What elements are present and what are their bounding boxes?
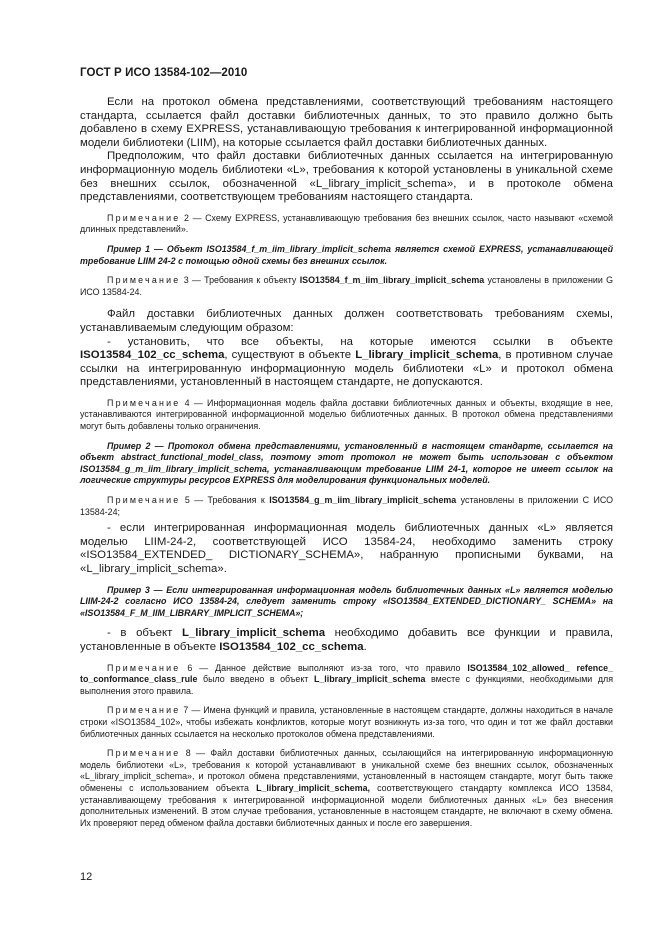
paragraph-3: Файл доставки библиотечных данных должен соответствовать требованиям схемы, устанавливаемым следующим образом: xyxy=(80,308,613,334)
note-2: Примечание 2 — Схему EXPRESS, устанавливающую требования без внешних ссылок, часто называют «схемой длинных представлений». xyxy=(80,212,613,235)
note-3: Примечание 3 — Требования к объекту ISO13584_f_m_iim_library_implicit_schema установлены в приложении G ИСО 13584-24. xyxy=(80,275,614,297)
note-5: Примечание 5 — Требования к ISO13584_g_m_iim_library_implicit_schema установлены в приложении С ИСО 13584-24; xyxy=(80,495,613,517)
note-label: Примечание xyxy=(107,662,181,673)
note-6: Примечание 6 — Данное действие выполняют из-за того, что правило ISO13584_102_allowed_ refence_ to_conformance_class_rule было введено в объект L_library_implicit_schema вместе с функциями, необходимыми для выполнения этого правила. xyxy=(80,662,614,696)
note-label: Примечание xyxy=(107,212,181,223)
note-label: Примечание xyxy=(107,748,181,759)
list-item-2: - если интегрированная информационная модель библиотечных данных «L» является моделью LIIM-24-2, соответствующей ИСО 13584-24, необходимо заменить строку «ISO13584_EXTENDED_ DICTIONARY_SCHEMA», набранную прописными буквами, на «L_library_implicit_schema». xyxy=(80,522,613,575)
page-number: 12 xyxy=(80,871,93,883)
document-header: ГОСТ Р ИСО 13584-102—2010 xyxy=(80,67,248,79)
example-1: Пример 1 — Объект ISO13584_f_m_iim_library_implicit_schema является схемой EXPRESS, устанавливающей требование LIIM 24-2 с помощью одной схемы без внешних ссылок. xyxy=(80,243,613,266)
example-3: Пример 3 — Если интегрированная информационная модель библиотечных данных «L» является моделью LIIM-24-2 согласно ИСО 13584-24, следует заменить строку «ISO13584_EXTENDED_DICTIONARY_ SCHEMA» на «ISO13584_F_M_IIM_LIBRARY_IMPLICIT_SCHEMA»; xyxy=(80,584,613,618)
list-item-3: - в объект L_library_implicit_schema необходимо добавить все функции и правила, установленные в объекте ISO13584_102_cc_schema. xyxy=(80,627,613,653)
note-label: Примечание xyxy=(107,397,181,408)
note-7: Примечание 7 — Имена функций и правила, установленные в настоящем стандарте, должны находиться в начале строки «ISO13584_102», чтобы избежать конфликтов, которые могут возникнуть из-за того, что один и тот же файл доставки библиотечных данных ссылается на несколько протоколов обмена представлениями. xyxy=(80,705,613,739)
paragraph-1: Если на протокол обмена представлениями, соответствующий требованиям настоящего стандарта, ссылается файл доставки библиотечных данных, то это правило должно быть добавлено в схему EXPRESS, устанавливающую требования к интегрированной информационной модели библиотеки (LIIM), на которые ссылается файл доставки библиотечных данных. xyxy=(80,96,613,149)
note-label: Примечание xyxy=(107,705,181,716)
paragraph-2: Предположим, что файл доставки библиотечных данных ссылается на интегрированную информационную модель библиотеки «L», требования к которой установлены в уникальной схеме без внешних ссылок, обозначенной «L_library_implicit_schema», и в протоколе обмена представлениями, соответствующем требованиям настоящего стандарта. xyxy=(80,150,613,204)
note-8: Примечание 8 — Файл доставки библиотечных данных, ссылающийся на интегрированную информационную модель библиотеки «L», требования к которой устанавливают в уникальной схеме без внешних ссылок, обозначенных «L_library_implicit_schema», и протокол обмена представлениями, установленный в настоящем стандарте, могут быть также обменены с использованием объекта L_library_implicit_schema, соответствующего стандарту комплекса ИСО 13584, устанавливающему требования к интегрированной информационной модели библиотечных данных «L» без внесения дополнительных изменений. В этом случае требования, установленные в настоящем стандарте, не включают в схему обмена. Их проверяют перед обменом файла доставки библиотечных данных и после его завершения. xyxy=(80,748,614,828)
note-4: Примечание 4 — Информационная модель файла доставки библиотечных данных и объекты, входящие в нее, устанавливаются интегрированной информационной моделью библиотечных данных. В протокол обмена представлениями могут быть добавлены только ограничения. xyxy=(80,397,613,432)
list-item-1: - установить, что все объекты, на которые имеются ссылки в объекте ISO13584_102_cc_schema, существуют в объекте L_library_implicit_schema, в противном случае ссылки на интегрированную информационную модель библиотеки «L» и протокол обмена представлениями, установленный в настоящем стандарте, не допускаются. xyxy=(80,335,613,389)
page-content xyxy=(80,96,613,829)
example-2: Пример 2 — Протокол обмена представлениями, установленный в настоящем стандарте, ссылается на объект abstract_functional_model_class, поэтому этот протокол не может быть использован с объектом ISO13584_g_m_iim_library_implicit_schema, устанавливающим требование LIIM 24-1, которое не имеет ссылок на логические структуры ресурсов EXPRESS для моделирования функциональных моделей. xyxy=(80,440,613,486)
note-label: Примечание xyxy=(107,275,181,286)
note-label: Примечание xyxy=(107,495,181,506)
